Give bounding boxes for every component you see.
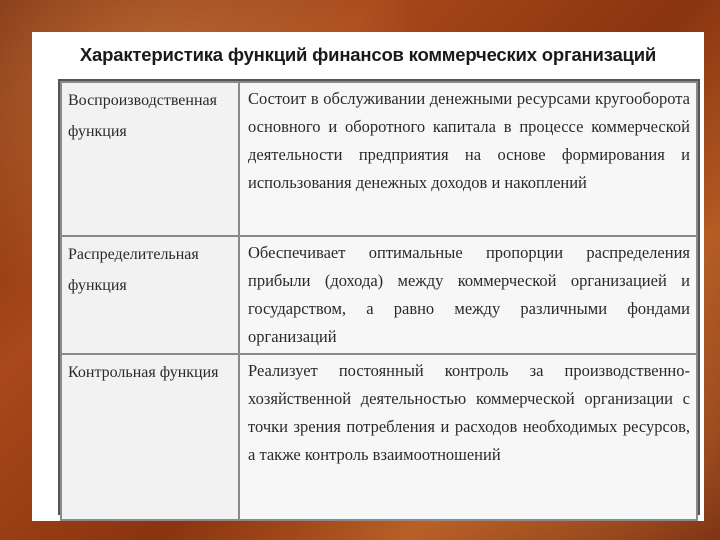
functions-table (58, 79, 700, 515)
function-description-cell: Обеспечивает оптимальные пропорции распределения прибыли (дохода) между коммерческой организацией и государством, а равно между различными фондами организаций (239, 236, 697, 354)
slide-title: Характеристика функций финансов коммерческих организаций (79, 44, 657, 65)
table-row (61, 236, 697, 354)
functions-table-grid (60, 81, 698, 521)
function-name-cell: Распределительная функция (61, 236, 239, 354)
table-row (61, 82, 697, 236)
slide (32, 32, 704, 521)
table-row (61, 354, 697, 520)
function-description-cell: Реализует постоянный контроль за производственно-хозяйственной деятельностью коммерческой организации с точки зрения потребления и расходов необходимых ресурсов, а также контроль взаимоотношений (239, 354, 697, 520)
function-name-cell: Воспроизводственная функция (61, 82, 239, 236)
function-name-cell: Контрольная функция (61, 354, 239, 520)
function-description-cell: Состоит в обслуживании денежными ресурсами кругооборота основного и оборотного капитала в процессе коммерческой деятельности предприятия на основе формирования и использования денежных доходов и накоплений (239, 82, 697, 236)
